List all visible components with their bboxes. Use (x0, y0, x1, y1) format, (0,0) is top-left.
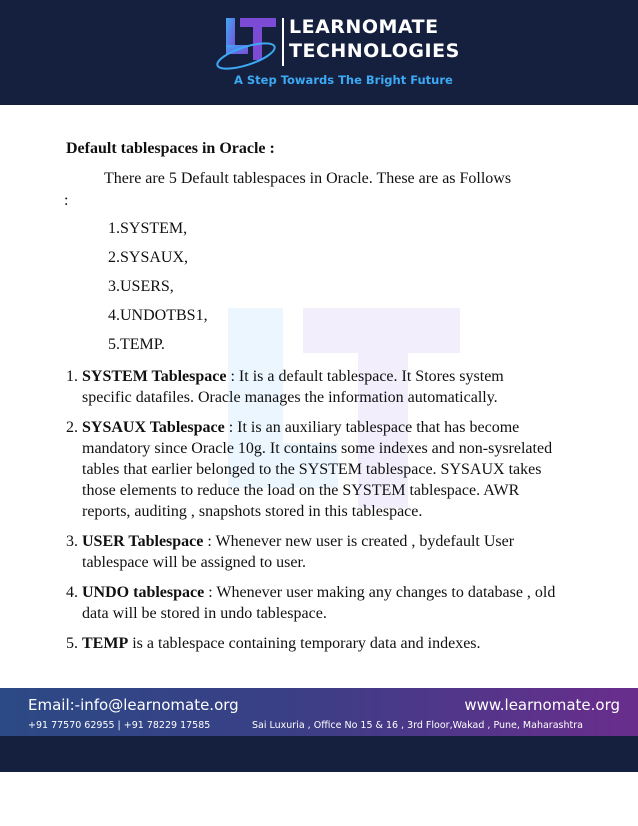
definition-item (66, 531, 556, 573)
definition-item (66, 417, 556, 522)
definition-text: : Whenever user making any changes to database , old data will be stored in undo tablespace. (82, 584, 556, 622)
footer-email-link[interactable]: Email:-info@learnomate.org (28, 696, 239, 714)
footer-website-link[interactable]: www.learnomate.org (464, 696, 620, 714)
list-item: 5.TEMP. (108, 336, 165, 353)
list-item: 4.UNDOTBS1, (108, 307, 208, 324)
definition-number: 5. (66, 635, 78, 652)
page-header (0, 0, 638, 105)
footer-phone: +91 77570 62955 | +91 78229 17585 (28, 720, 211, 731)
definition-item (66, 633, 556, 654)
section-title: Default tablespaces in Oracle : (66, 140, 275, 157)
definition-number: 4. (66, 584, 78, 601)
intro-colon: : (64, 192, 69, 209)
company-logo (212, 14, 460, 94)
definition-number: 1. (66, 368, 78, 385)
definition-number: 3. (66, 533, 78, 550)
intro-text: There are 5 Default tablespaces in Oracle. These are as Follows (104, 170, 512, 187)
definition-term: TEMP (82, 635, 129, 652)
tablespace-list (108, 220, 208, 365)
logo-line-1: LEARNOMATE (289, 16, 439, 38)
definition-item (66, 582, 556, 624)
definition-text: : Whenever new user is created , bydefault User tablespace will be assigned to user. (82, 533, 515, 571)
definition-term: UNDO tablespace (82, 584, 205, 601)
list-item: 2.SYSAUX, (108, 249, 189, 266)
footer-bottom-bar (0, 736, 638, 772)
definition-term: SYSAUX Tablespace (82, 419, 225, 436)
footer-address: Sai Luxuria , Office No 15 & 16 , 3rd Floor,Wakad , Pune, Maharashtra (252, 720, 583, 731)
list-item: 1.SYSTEM, (108, 220, 188, 237)
list-item: 3.USERS, (108, 278, 174, 295)
definition-item (66, 366, 556, 408)
page-footer (0, 688, 638, 736)
definition-number: 2. (66, 419, 78, 436)
definition-text: is a tablespace containing temporary data and indexes. (128, 635, 481, 652)
definition-term: USER Tablespace (82, 533, 204, 550)
logo-tagline: A Step Towards The Bright Future (234, 73, 453, 87)
definition-text: : It is an auxiliary tablespace that has become mandatory since Oracle 10g. It contains some indexes and non-sysrelated tables that earlier belonged to the SYSTEM tablespace. SYSAUX takes those elements to reduce the load on the SYSTEM tablespace. AWR reports, auditing , snapshots stored in this tablespace. (82, 419, 553, 520)
definition-text: : It is a default tablespace. It Stores system specific datafiles. Oracle manages the information automatically. (82, 368, 504, 406)
definition-list (66, 366, 556, 663)
logo-divider (282, 18, 284, 66)
lt-monogram-icon (212, 14, 284, 78)
logo-brand-text (289, 18, 460, 61)
logo-line-2: TECHNOLOGIES (289, 40, 460, 62)
definition-term: SYSTEM Tablespace (82, 368, 227, 385)
